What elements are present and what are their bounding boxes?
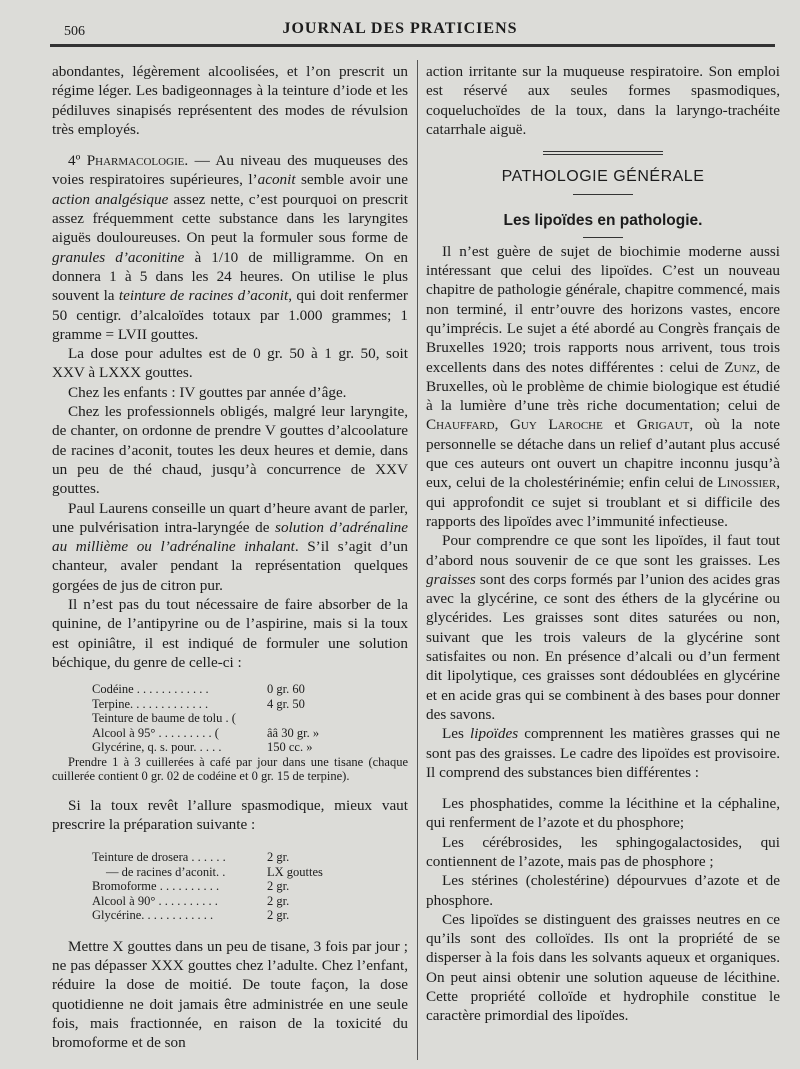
column-divider xyxy=(417,60,418,1060)
formula-row: Bromoforme . . . . . . . . . . 2 gr. xyxy=(92,879,290,894)
formula-row: Alcool à 95° . . . . . . . . . ( ââ 30 gr. » xyxy=(92,725,320,740)
journal-title: JOURNAL DES PRATICIENS xyxy=(282,20,518,37)
formula-row: — de racines d’aconit. . LX gouttes xyxy=(106,864,323,879)
paragraph: Si la toux revêt l’allure spasmodique, mieux vaut prescrire la préparation suivante : xyxy=(52,796,408,833)
prescription-formula xyxy=(92,850,408,923)
section-heading: Pharmacologie. xyxy=(86,152,189,170)
paragraph: Chez les enfants : IV gouttes par année d’âge. xyxy=(68,383,347,401)
paragraph: La dose pour adultes est de 0 gr. 50 à 1 gr. 50, soit XXV à LXXX gouttes. xyxy=(52,345,408,382)
formula-row: Glycérine, q. s. pour. . . . . 150 cc. » xyxy=(92,740,313,755)
formula-row: Terpine. . . . . . . . . . . . . 4 gr. 50 xyxy=(92,696,305,711)
paragraph: Les stérines (cholestérine) dépourvues d’azote et de phosphore. xyxy=(426,872,780,909)
right-column xyxy=(426,62,780,1026)
paragraph: Les phosphatides, comme la lécithine et la céphaline, qui renferment de l’azote et du phosphore; xyxy=(426,795,780,832)
formula-row: Glycérine. . . . . . . . . . . . 2 gr. xyxy=(92,908,290,923)
paragraph: Les lipoïdes comprennent les matières grasses qui ne sont pas des graisses. Le cadre des lipoïdes est provisoire. Il comprend des substances bien différentes : xyxy=(426,725,780,781)
header-rule xyxy=(50,44,775,47)
paragraph: action irritante sur la muqueuse respiratoire. Son emploi est réservé aux seules formes spasmodiques, coqueluchoïdes de la toux, dans la laryngo-trachéite catarrhale aiguë. xyxy=(426,63,780,138)
formula-row: Codéine . . . . . . . . . . . . 0 gr. 60 xyxy=(92,682,305,697)
paragraph: Chez les professionnels obligés, malgré leur laryngite, de chanter, on ordonne de prendre V gouttes d’alcoolature de racines d’aconit, toutes les deux heures et demie, dans un peu de thé chaud, jusqu’à concurrence de XXV gouttes. xyxy=(52,403,408,498)
paragraph: abondantes, légèrement alcoolisées, et l’on prescrit un régime léger. Les badigeonnages à la teinture d’iode et les pédiluves sinapisés représentent des modes de révulsion très employés. xyxy=(52,63,408,138)
pharmacologie-paragraph: 4º Pharmacologie. — Au niveau des muqueuses des voies respiratoires supérieures, l’aconit semble avoir une action analgésique assez nette, c’est pourquoi on prescrit assez fréquemment cette substance dans les laryngites aiguës douloureuses. On peut la formuler sous forme de granules d’aconitine à 1/10 de milligramme. On en donnera 1 à 5 dans les 24 heures. On utilise le plus souvent la teinture de racines d’aconit, qui doit renfermer 50 centigr. d’alcaloïdes totaux par 1.000 grammes; 1 gramme = LVII gouttes. xyxy=(52,152,409,343)
formula-row: Teinture de baume de tolu . ( xyxy=(92,711,236,726)
formula-row: Alcool à 90° . . . . . . . . . . 2 gr. xyxy=(92,893,290,908)
section-title: PATHOLOGIE GÉNÉRALE xyxy=(501,168,705,186)
paragraph: Pour comprendre ce que sont les lipoïdes, il faut tout d’abord nous souvenir de ce que sont les graisses. Les graisses sont des corps formés par l’union des acides gras avec la glycérine, ce sont des éthers de la glycérine ou glycérides. Les graisses sont dites saturées ou non, suivant que les trois valeurs de la glycérine sont satisfaites ou non. En présence d’alcali ou d’un ferment dit lipolytique, ces graisses sont dédoublées en glycérine et en acide gras qui se combinent à des bases pour donner des savons. xyxy=(426,532,780,723)
paragraph: Mettre X gouttes dans un peu de tisane, 3 fois par jour ; ne pas dépasser XXX gouttes chez l’adulte. Chez l’enfant, réduire la dose de moitié. De toute façon, la dose quotidienne ne doit jamais être administrée en une seule fois, mais fractionnée, en raison de la toxicité du bromoforme et de son xyxy=(52,937,408,1052)
article-rule xyxy=(583,237,623,238)
prescription-note: Prendre 1 à 3 cuillerées à café par jour dans une tisane (chaque cuillerée contient 0 gr. 02 de codéine et 0 gr. 15 de terpine). xyxy=(52,754,408,784)
paragraph: Il n’est pas du tout nécessaire de faire absorber de la quinine, de l’antipyrine ou de l’aspirine, mais si la toux est opiniâtre, il est indiqué de formuler une solution béchique, du genre de celle-ci : xyxy=(52,596,408,671)
section-rule xyxy=(573,194,633,195)
paragraph: Il n’est guère de sujet de biochimie moderne aussi intéressant que celui des lipoïdes. C’est un nouveau chapitre de pathologie générale, chapitre commencé, mais non terminé, il entr’ouvre des horizons vastes, encore qu’imprécis. Le sujet a été abordé au Congrès français de Bruxelles 1920; trois rapports nous arrivent, tous trois excellents dans des notes différentes : celui de Zunz, de Bruxelles, où le problème de chimie biologique est étudié à la lumière d’une très riche documentation; celui de Chauffard, Guy Laroche et Grigaut, où la note personnelle se détache dans un relief d’autant plus accusé que ces auteurs ont ouvert un chapitre inconnu jusqu’à eux, celui de la cholestérinémie; enfin celui de Linossier, qui approfondit ce sujet si troublant et si difficile des rapports des lipoïdes avec l’immunité infectieuse. xyxy=(426,242,781,530)
prescription-formula xyxy=(92,682,408,755)
left-column xyxy=(52,62,408,1053)
page-number: 506 xyxy=(64,24,85,39)
section-rule xyxy=(543,151,663,155)
paragraph: Les cérébrosides, les sphingogalactosides, qui contiennent de l’azote, mais pas de phosphore ; xyxy=(426,833,780,870)
paragraph: Ces lipoïdes se distinguent des graisses neutres en ce qu’ils sont des colloïdes. Ils ont la propriété de se disperser à la fois dans les solvants aqueux et organiques. On peut ainsi obtenir une solution aqueuse de lécithine. Cette propriété colloïde et hydrophile constitue le caractère primordial des lipoïdes. xyxy=(426,910,780,1025)
paragraph: Paul Laurens conseille un quart d’heure avant de parler, une pulvérisation intra-laryngée de solution d’adrénaline au millième ou l’adrénaline inhalant. S’il s’agit d’un chanteur, avaler pendant la représentation quelques gorgées de jus de citron pur. xyxy=(52,499,408,594)
article-title: Les lipoïdes en pathologie. xyxy=(503,212,703,230)
formula-row: Teinture de drosera . . . . . . 2 gr. xyxy=(92,850,290,865)
page-header xyxy=(0,0,800,52)
